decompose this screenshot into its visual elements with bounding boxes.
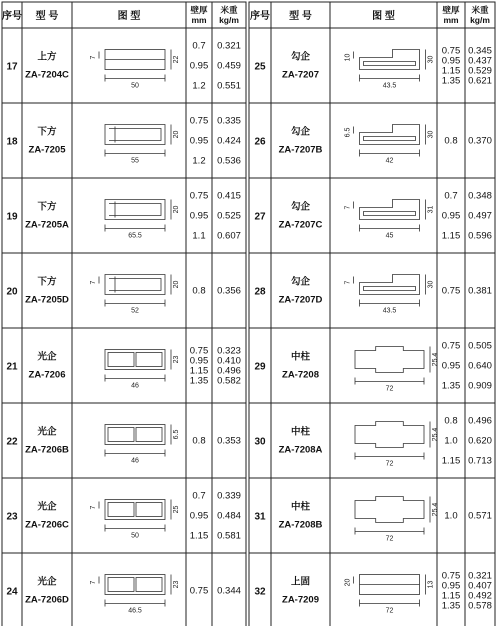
dimension-label: 43.5 [382, 307, 397, 315]
wall-thickness-value: 0.7 [192, 40, 206, 52]
weight-per-meter-value: 0.578 [468, 600, 492, 612]
wall-thickness-value: 0.95 [441, 580, 461, 592]
right-header-thickness-unit: mm [443, 15, 459, 25]
left-header-thickness: 壁厚 [190, 5, 208, 15]
wall-thickness-value: 0.7 [192, 490, 206, 502]
profile-name: 光企 [37, 501, 57, 513]
row-number: 25 [254, 61, 266, 73]
profile-drawing [105, 500, 165, 520]
wall-thickness-value: 0.8 [192, 435, 206, 447]
wall-thickness-value: 0.8 [444, 415, 458, 427]
weight-per-meter-value: 0.407 [468, 580, 492, 592]
row-number: 28 [254, 286, 266, 298]
dimension-label: 30 [427, 55, 435, 64]
wall-thickness-value: 1.35 [189, 375, 209, 387]
row-number: 23 [6, 511, 18, 523]
wall-thickness-value: 0.75 [189, 115, 209, 127]
dimension-label: 31 [427, 205, 435, 214]
dimension-label: 25.4 [432, 427, 439, 442]
right-header-weight: 米重 [471, 5, 489, 15]
row-number: 20 [6, 286, 18, 298]
profile-code: ZA-7206B [25, 444, 69, 456]
weight-per-meter-value: 0.607 [217, 230, 241, 242]
weight-per-meter-value: 0.356 [217, 285, 241, 297]
dimension-label: 7 [344, 205, 352, 210]
wall-thickness-value: 1.15 [441, 455, 461, 467]
wall-thickness-value: 1.15 [189, 530, 209, 542]
dimension-label: 25 [173, 505, 180, 514]
dimension-label: 20 [173, 130, 180, 139]
weight-per-meter-value: 0.529 [468, 65, 492, 77]
profile-name: 勾企 [290, 276, 311, 288]
profile-code: ZA-7206C [25, 519, 69, 531]
right-header-model: 型 号 [289, 11, 312, 22]
right-header-thickness: 壁厚 [442, 5, 460, 15]
dimension-label: 7 [90, 55, 97, 60]
profile-name: 下方 [37, 276, 57, 288]
wall-thickness-value: 1.15 [189, 365, 209, 377]
weight-per-meter-value: 0.335 [217, 115, 241, 127]
dimension-label: 22 [173, 55, 180, 64]
profile-code: ZA-7207C [278, 219, 323, 231]
weight-per-meter-value: 0.582 [217, 375, 241, 387]
dimension-label: 72 [385, 607, 394, 615]
profile-code: ZA-7209 [282, 594, 319, 606]
dimension-label: 20 [173, 280, 180, 289]
profile-drawing [105, 350, 165, 370]
wall-thickness-value: 0.75 [441, 570, 461, 582]
dimension-label: 25.4 [432, 352, 439, 367]
wall-thickness-value: 0.95 [441, 360, 461, 372]
wall-thickness-value: 1.2 [192, 155, 206, 167]
row-number: 30 [254, 436, 266, 448]
profile-code: ZA-7207 [282, 69, 319, 81]
dimension-label: 46 [131, 457, 139, 465]
weight-per-meter-value: 0.620 [468, 435, 492, 447]
profile-drawing [360, 200, 420, 220]
profile-name: 上固 [290, 576, 311, 588]
profile-code: ZA-7205 [28, 144, 66, 156]
dimension-label: 55 [131, 157, 139, 165]
weight-per-meter-value: 0.484 [217, 510, 241, 522]
left-header-seq: 序号 [2, 11, 22, 22]
left-table-frame [2, 2, 246, 626]
profile-name: 勾企 [290, 126, 311, 138]
left-header-weight: 米重 [220, 5, 238, 15]
weight-per-meter-value: 0.424 [217, 135, 241, 147]
dimension-label: 20 [173, 205, 180, 214]
profile-name: 光企 [37, 351, 57, 363]
dimension-label: 7 [90, 280, 97, 285]
wall-thickness-value: 0.95 [189, 135, 209, 147]
dimension-label: 25.4 [432, 502, 439, 517]
dimension-label: 7 [90, 505, 97, 510]
dimension-label: 13 [427, 580, 435, 589]
weight-per-meter-value: 0.496 [217, 365, 241, 377]
wall-thickness-value: 1.35 [441, 380, 461, 392]
dimension-label: 42 [385, 157, 394, 165]
dimension-label: 30 [427, 280, 435, 289]
wall-thickness-value: 1.1 [192, 230, 206, 242]
profile-drawing [360, 50, 420, 70]
wall-thickness-value: 0.95 [189, 210, 209, 222]
profile-drawing [105, 200, 165, 220]
row-number: 31 [254, 511, 266, 523]
weight-per-meter-value: 0.323 [217, 345, 241, 357]
weight-per-meter-value: 0.621 [468, 75, 492, 87]
wall-thickness-value: 1.0 [444, 435, 458, 447]
dimension-label: 45 [385, 232, 394, 240]
profile-drawing [105, 125, 165, 145]
dimension-label: 52 [131, 307, 139, 315]
wall-thickness-value: 1.15 [441, 590, 461, 602]
weight-per-meter-value: 0.339 [217, 490, 241, 502]
dimension-label: 46.5 [128, 607, 142, 615]
weight-per-meter-value: 0.640 [468, 360, 492, 372]
right-header-weight-unit: kg/m [470, 15, 490, 25]
weight-per-meter-value: 0.459 [217, 60, 241, 72]
row-number: 24 [6, 586, 18, 598]
weight-per-meter-value: 0.496 [468, 415, 492, 427]
profile-code: ZA-7206D [25, 594, 69, 606]
wall-thickness-value: 0.95 [189, 355, 209, 367]
weight-per-meter-value: 0.345 [468, 45, 492, 57]
weight-per-meter-value: 0.571 [468, 510, 492, 522]
profile-drawing [355, 422, 424, 448]
wall-thickness-value: 0.75 [441, 45, 461, 57]
weight-per-meter-value: 0.505 [468, 340, 492, 352]
dimension-label: 50 [131, 532, 139, 540]
dimension-label: 50 [131, 82, 139, 90]
weight-per-meter-value: 0.321 [468, 570, 492, 582]
profile-drawing [355, 347, 424, 373]
dimension-label: 20 [344, 578, 352, 587]
weight-per-meter-value: 0.344 [217, 585, 241, 597]
weight-per-meter-value: 0.370 [468, 135, 492, 147]
wall-thickness-value: 1.2 [192, 80, 206, 92]
profile-code: ZA-7206 [28, 369, 66, 381]
dimension-label: 72 [385, 460, 394, 468]
dimension-label: 72 [385, 535, 394, 543]
right-header-seq: 序号 [250, 11, 270, 22]
profile-drawing [360, 275, 420, 295]
row-number: 27 [254, 211, 266, 223]
wall-thickness-value: 1.0 [444, 510, 458, 522]
wall-thickness-value: 0.7 [444, 190, 458, 202]
profile-code: ZA-7205D [25, 294, 69, 306]
right-table-frame [249, 2, 495, 626]
weight-per-meter-value: 0.551 [217, 80, 241, 92]
wall-thickness-value: 1.15 [441, 230, 461, 242]
wall-thickness-value: 0.75 [441, 285, 461, 297]
weight-per-meter-value: 0.410 [217, 355, 241, 367]
row-number: 26 [254, 136, 266, 148]
profile-code: ZA-7207B [278, 144, 323, 156]
wall-thickness-value: 1.35 [441, 600, 461, 612]
weight-per-meter-value: 0.492 [468, 590, 492, 602]
right-header-figure: 图 型 [372, 11, 395, 22]
row-number: 22 [6, 436, 18, 448]
profile-name: 下方 [37, 201, 57, 213]
weight-per-meter-value: 0.497 [468, 210, 492, 222]
weight-per-meter-value: 0.596 [468, 230, 492, 242]
profile-code: ZA-7207D [278, 294, 323, 306]
dimension-label: 46 [131, 382, 139, 390]
dimension-label: 23 [173, 355, 180, 364]
dimension-label: 23 [173, 580, 180, 589]
wall-thickness-value: 0.75 [189, 585, 209, 597]
wall-thickness-value: 0.75 [441, 340, 461, 352]
weight-per-meter-value: 0.909 [468, 380, 492, 392]
dimension-label: 7 [90, 580, 97, 585]
wall-thickness-value: 1.35 [441, 75, 461, 87]
left-header-model: 型 号 [35, 11, 59, 22]
row-number: 18 [6, 136, 18, 148]
profile-code: ZA-7204C [25, 69, 69, 81]
weight-per-meter-value: 0.348 [468, 190, 492, 202]
profile-name: 上方 [37, 51, 57, 63]
profile-name: 中柱 [290, 351, 311, 363]
profile-drawing [105, 275, 165, 295]
wall-thickness-value: 0.75 [189, 190, 209, 202]
left-header-figure: 图 型 [117, 11, 141, 22]
dimension-label: 72 [385, 385, 394, 393]
dimension-label: 10 [344, 53, 352, 62]
weight-per-meter-value: 0.536 [217, 155, 241, 167]
weight-per-meter-value: 0.321 [217, 40, 241, 52]
dimension-label: 6.5 [344, 127, 352, 138]
row-number: 19 [6, 211, 18, 223]
profile-drawing [105, 575, 165, 595]
left-header-weight-unit: kg/m [219, 15, 239, 25]
weight-per-meter-value: 0.353 [217, 435, 241, 447]
profile-name: 勾企 [290, 201, 311, 213]
profile-name: 勾企 [290, 51, 311, 63]
profile-name: 光企 [37, 426, 57, 438]
wall-thickness-value: 0.95 [441, 55, 461, 67]
row-number: 17 [6, 61, 18, 73]
wall-thickness-value: 0.8 [444, 135, 458, 147]
wall-thickness-value: 0.95 [441, 210, 461, 222]
weight-per-meter-value: 0.415 [217, 190, 241, 202]
dimension-label: 30 [427, 130, 435, 139]
row-number: 21 [6, 361, 18, 373]
weight-per-meter-value: 0.581 [217, 530, 241, 542]
left-header-thickness-unit: mm [191, 15, 207, 25]
dimension-label: 6.5 [173, 429, 180, 440]
wall-thickness-value: 0.75 [189, 345, 209, 357]
profile-code: ZA-7208A [278, 444, 323, 456]
profile-name: 中柱 [290, 501, 311, 513]
weight-per-meter-value: 0.381 [468, 285, 492, 297]
dimension-label: 7 [344, 280, 352, 285]
row-number: 29 [254, 361, 266, 373]
wall-thickness-value: 0.8 [192, 285, 206, 297]
wall-thickness-value: 0.95 [189, 510, 209, 522]
profile-drawing [105, 50, 165, 70]
profile-drawing [360, 125, 420, 145]
profile-drawing [355, 497, 424, 523]
profile-drawing [105, 425, 165, 445]
profile-code: ZA-7208B [278, 519, 323, 531]
wall-thickness-value: 0.95 [189, 60, 209, 72]
profile-name: 下方 [37, 126, 57, 138]
row-number: 32 [254, 586, 266, 598]
profile-drawing [360, 575, 420, 595]
weight-per-meter-value: 0.437 [468, 55, 492, 67]
weight-per-meter-value: 0.525 [217, 210, 241, 222]
weight-per-meter-value: 0.713 [468, 455, 492, 467]
profile-code: ZA-7205A [25, 219, 69, 231]
dimension-label: 43.5 [382, 82, 397, 90]
dimension-label: 65.5 [128, 232, 142, 240]
profile-code: ZA-7208 [282, 369, 319, 381]
wall-thickness-value: 1.15 [441, 65, 461, 77]
profile-name: 中柱 [290, 426, 311, 438]
profile-name: 光企 [37, 576, 57, 588]
